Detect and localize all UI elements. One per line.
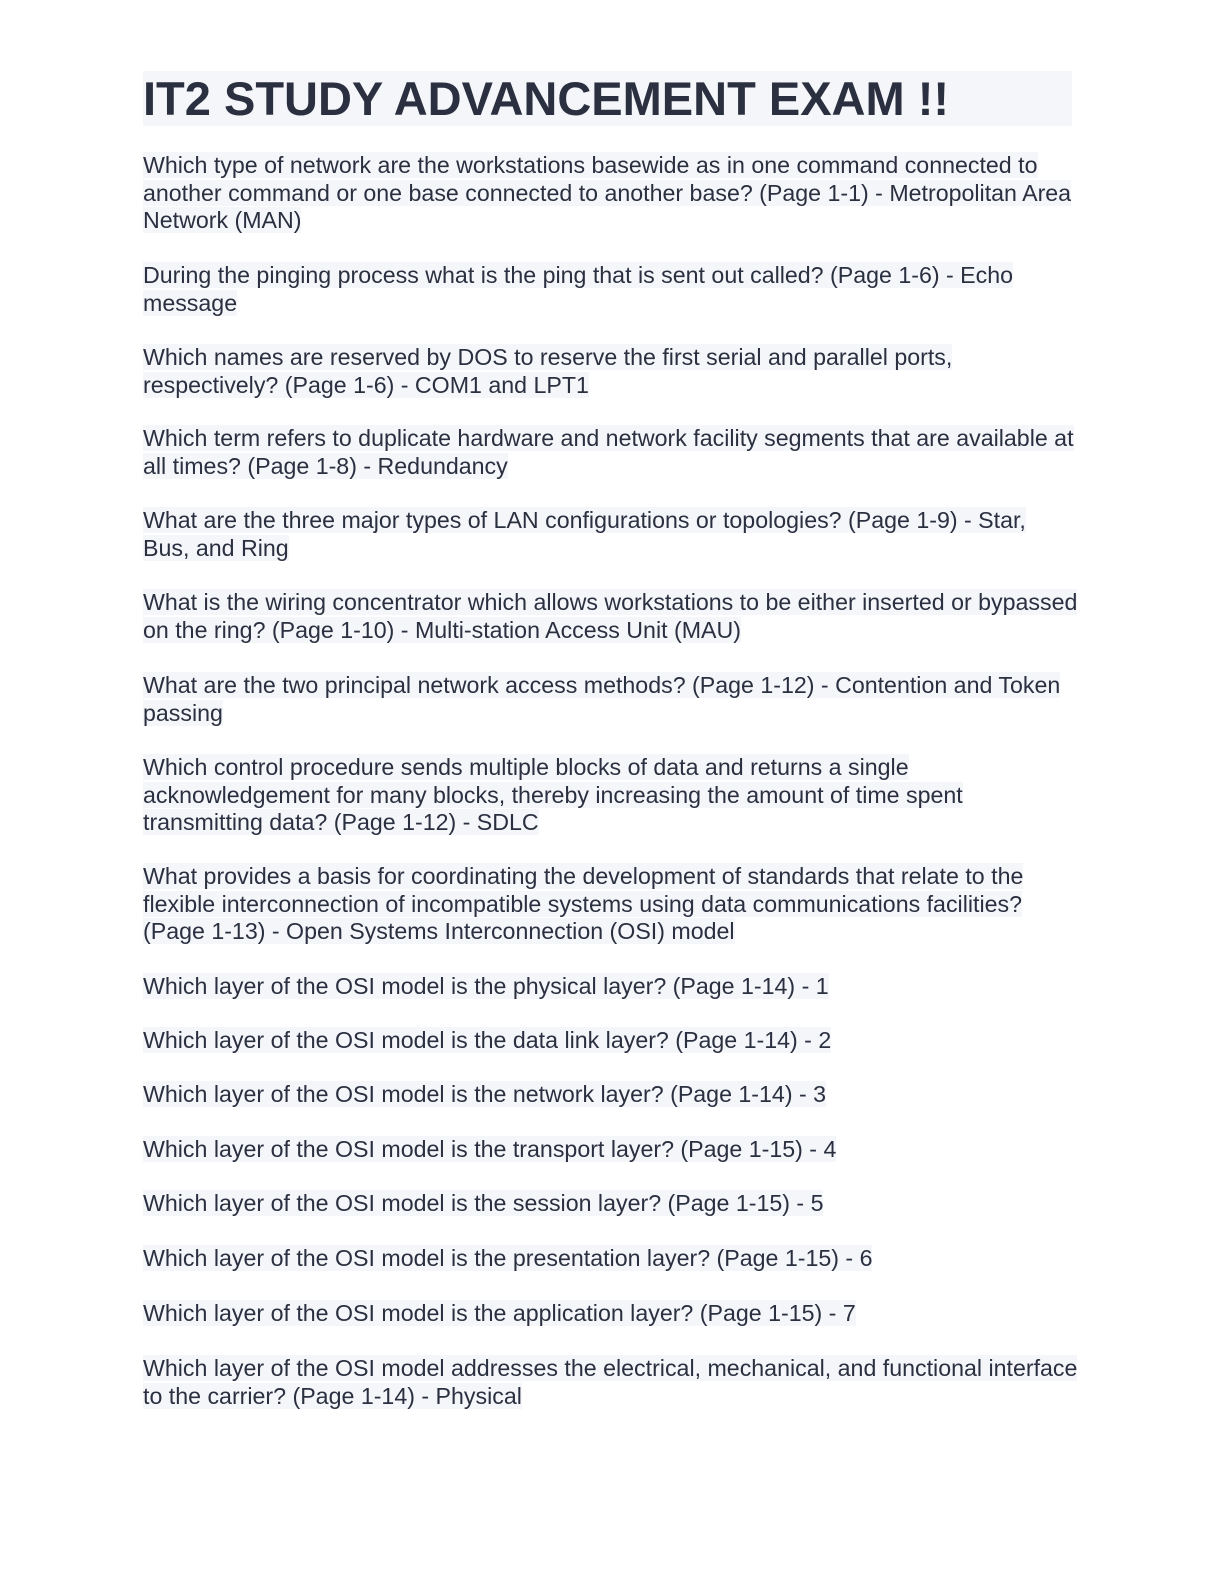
qa-text: What are the two principal network access methods? (Page 1-12) - Contention and Token passing <box>143 672 1061 726</box>
qa-text: Which layer of the OSI model is the presentation layer? (Page 1-15) - 6 <box>143 1245 873 1271</box>
qa-item-14 <box>143 1190 1078 1218</box>
title-band <box>143 71 1072 126</box>
qa-text: What provides a basis for coordinating the development of standards that relate to the flexible interconnection of incompatible systems using data communications facilities? (Page 1-13) - Open Systems Interconnection (OSI) model <box>143 863 1024 944</box>
qa-text: Which term refers to duplicate hardware and network facility segments that are available at all times? (Page 1-8) - Redundancy <box>143 425 1074 479</box>
qa-item-4 <box>143 425 1078 480</box>
qa-text: What is the wiring concentrator which allows workstations to be either inserted or bypassed on the ring? (Page 1-10) - Multi-station Access Unit (MAU) <box>143 589 1078 643</box>
qa-item-9 <box>143 863 1078 946</box>
qa-item-1 <box>143 152 1078 235</box>
qa-item-12 <box>143 1081 1078 1109</box>
qa-item-10 <box>143 973 1078 1001</box>
qa-item-5 <box>143 507 1078 562</box>
qa-text: Which control procedure sends multiple blocks of data and returns a single acknowledgement for many blocks, thereby increasing the amount of time spent transmitting data? (Page 1-12) - SDLC <box>143 754 963 835</box>
qa-item-6 <box>143 589 1078 644</box>
qa-text: What are the three major types of LAN configurations or topologies? (Page 1-9) - Star, Bus, and Ring <box>143 507 1026 561</box>
qa-item-13 <box>143 1136 1078 1164</box>
qa-text: Which type of network are the workstations basewide as in one command connected to another command or one base connected to another base? (Page 1-1) - Metropolitan Area Network (MAN) <box>143 152 1072 233</box>
qa-text: Which layer of the OSI model is the physical layer? (Page 1-14) - 1 <box>143 973 829 999</box>
qa-text: Which layer of the OSI model is the network layer? (Page 1-14) - 3 <box>143 1081 827 1107</box>
qa-item-3 <box>143 344 1078 399</box>
qa-text: Which layer of the OSI model is the data link layer? (Page 1-14) - 2 <box>143 1027 832 1053</box>
qa-item-11 <box>143 1027 1078 1055</box>
qa-item-17 <box>143 1355 1078 1410</box>
qa-item-7 <box>143 672 1078 727</box>
qa-text: Which layer of the OSI model addresses the electrical, mechanical, and functional interface to the carrier? (Page 1-14) - Physical <box>143 1355 1078 1409</box>
qa-text: Which layer of the OSI model is the session layer? (Page 1-15) - 5 <box>143 1190 824 1216</box>
qa-item-15 <box>143 1245 1078 1273</box>
qa-item-16 <box>143 1300 1078 1328</box>
qa-item-8 <box>143 754 1078 837</box>
qa-text: During the pinging process what is the ping that is sent out called? (Page 1-6) - Echo message <box>143 262 1014 316</box>
page-title: IT2 STUDY ADVANCEMENT EXAM !! <box>143 72 949 125</box>
qa-text: Which layer of the OSI model is the application layer? (Page 1-15) - 7 <box>143 1300 856 1326</box>
qa-text: Which layer of the OSI model is the transport layer? (Page 1-15) - 4 <box>143 1136 837 1162</box>
qa-text: Which names are reserved by DOS to reserve the first serial and parallel ports, respectively? (Page 1-6) - COM1 and LPT1 <box>143 344 953 398</box>
qa-item-2 <box>143 262 1078 317</box>
